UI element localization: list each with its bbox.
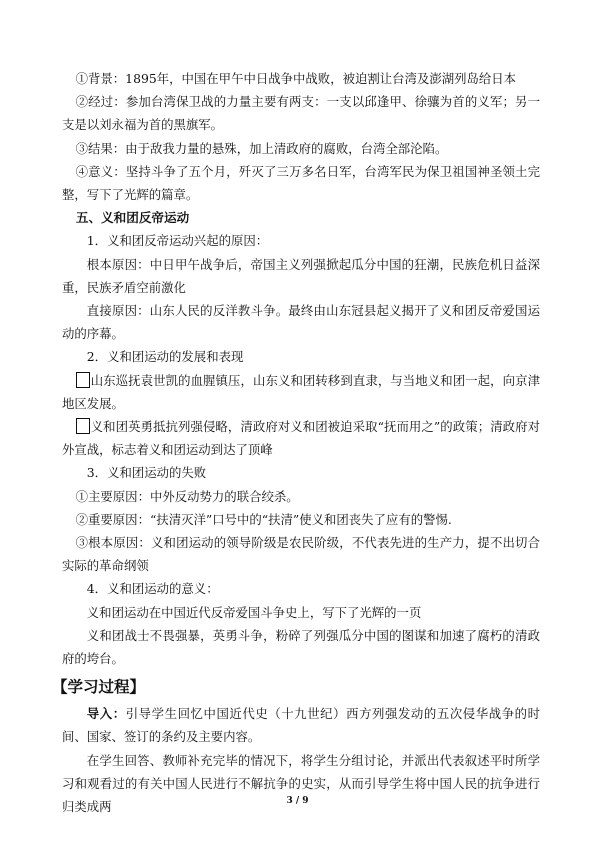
boxer-meaning-1: 义和团运动在中国近代反帝爱国斗争史上，写下了光辉的一页 (86, 604, 422, 620)
checkbox-square-icon (76, 418, 90, 434)
checkbox-square-icon (76, 372, 90, 388)
intro-text: 引导学生回忆中国近代史（十九世纪）西方列强发动的五次侵华战争的时间、国家、签订的条约及主要内容。 (62, 706, 541, 745)
section5-heading: 五、义和团反帝运动 (75, 210, 190, 226)
boxer-direct-cause: 直接原因：山东人民的反洋教斗争。最终由山东冠县起义揭开了义和团反帝爱国运动的序幕。 (62, 303, 540, 342)
boxer-failure-root: ③根本原因：义和团运动的领导阶级是农民阶级，不代表先进的生产力，提不出切合实际的革命纲领 (62, 535, 540, 574)
boxer-root-cause: 根本原因：中日甲午战争后，帝国主义列强掀起瓜分中国的狂潮，民族危机日益深重，民族矛盾空前激化 (62, 256, 540, 295)
boxer-failure-main: ①主要原因：中外反动势力的联合绞杀。 (75, 488, 299, 504)
boxer-failure-heading: 3．义和团运动的失败 (86, 465, 207, 481)
page-content (52, 67, 541, 818)
learning-paragraph-2: 在学生回答、教师补充完毕的情况下，将学生分组讨论，并派出代表叙述平时所学习和观看过的有关中国人民进行不解抗争的史实，从而引导学生将中国人民的抗争进行归类成两 (62, 752, 540, 815)
boxer-cause-heading: 1．义和团反帝运动兴起的原因： (86, 233, 269, 249)
learning-process-title: 【学习过程】 (52, 678, 146, 697)
boxer-meaning-heading: 4．义和团运动的意义： (86, 581, 219, 597)
page-number: 3 / 9 (286, 796, 309, 806)
boxer-failure-important: ②重要原因：“扶清灭洋”口号中的“扶清”使义和团丧失了应有的警惕. (75, 511, 452, 527)
boxer-development-item-1 (62, 369, 540, 415)
taiwan-process: ②经过：参加台湾保卫战的力量主要有两支：一支以邱逢甲、徐骧为首的义军；另一支是以刘永福为首的黑旗军。 (62, 94, 540, 133)
boxer-development-item-2-text: 义和团英勇抵抗列强侵略，清政府对义和团被迫采取“抚而用之”的政策；清政府对外宣战，标志着义和团运动到达了顶峰 (62, 419, 540, 458)
boxer-development-heading: 2．义和团运动的发展和表现 (86, 349, 244, 365)
boxer-meaning-2: 义和团战士不畏强暴，英勇斗争，粉碎了列强瓜分中国的图谋和加速了腐朽的清政府的垮台。 (62, 627, 540, 667)
boxer-development-item-2 (62, 415, 540, 461)
taiwan-meaning: ④意义：坚持斗争了五个月，歼灭了三万多名日军，台湾军民为保卫祖国神圣领土完整，写下了光辉的篇章。 (62, 163, 540, 203)
taiwan-result: ③结果：由于敌我力量的悬殊，加上清政府的腐败，台湾全部沦陷。 (75, 140, 448, 156)
boxer-development-item-1-text: 山东巡抚袁世凯的血腥镇压，山东义和团转移到直隶，与当地义和团一起，向京津地区发展。 (62, 372, 540, 411)
learning-intro (62, 702, 540, 748)
taiwan-background: ①背景：1895年，中国在甲午中日战争中战败，被迫割让台湾及澎湖列岛给日本 (75, 71, 517, 86)
intro-label: 导入： (86, 706, 126, 722)
